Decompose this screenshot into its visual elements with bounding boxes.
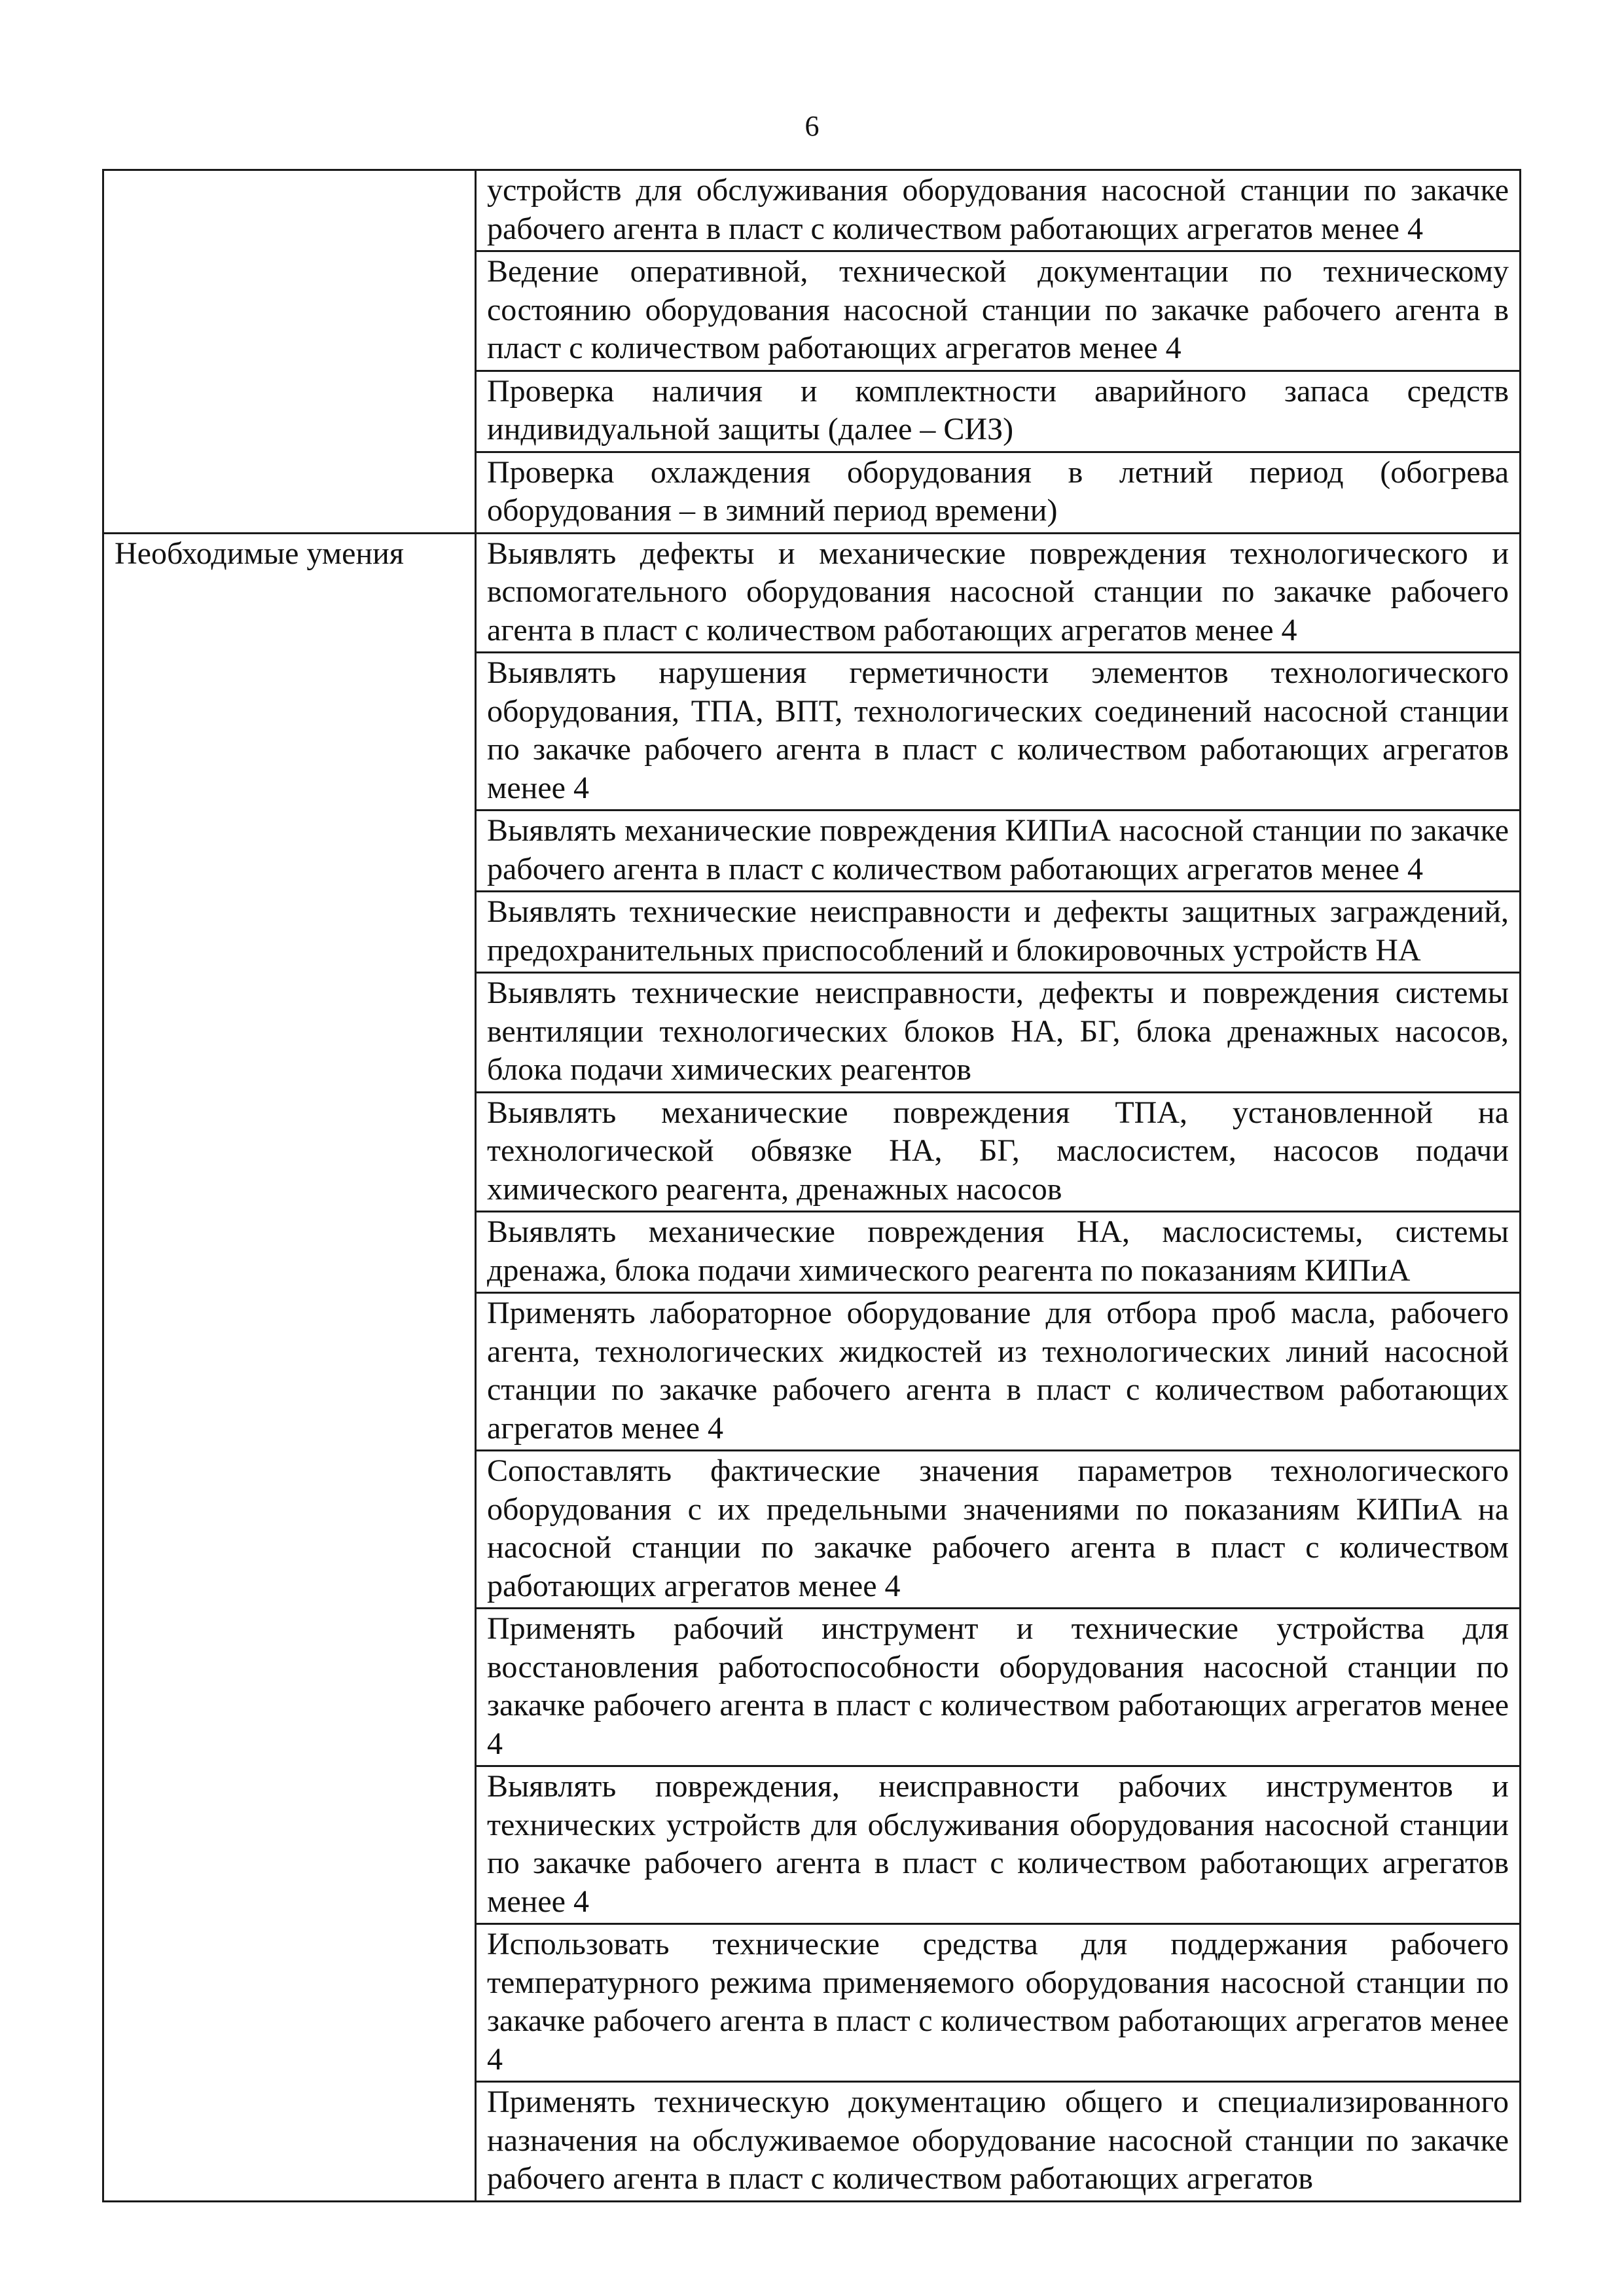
table-cell: Выявлять механические повреждения НА, маслосистемы, системы дренажа, блока подачи химического реагента по показаниям КИПиА (476, 1212, 1521, 1293)
table-cell: Ведение оперативной, технической документации по техническому состоянию оборудования насосной станции по закачке рабочего агента в пласт с количеством работающих агрегатов менее 4 (476, 251, 1521, 371)
page-number: 6 (804, 110, 820, 142)
table-cell: Выявлять технические неисправности, дефекты и повреждения системы вентиляции технологических блоков НА, БГ, блока дренажных насосов, блока подачи химических реагентов (476, 973, 1521, 1093)
table-cell: Применять рабочий инструмент и технические устройства для восстановления работоспособности оборудования насосной станции по закачке рабочего агента в пласт с количеством работающих агрегатов менее 4 (476, 1609, 1521, 1766)
table-cell: Выявлять механические повреждения КИПиА насосной станции по закачке рабочего агента в пласт с количеством работающих агрегатов менее 4 (476, 811, 1521, 892)
empty-label-cell (103, 170, 476, 534)
table-cell: Применять техническую документацию общего и специализированного назначения на обслуживаемое оборудование насосной станции по закачке рабочего агента в пласт с количеством работающих агрегатов (476, 2082, 1521, 2202)
table-cell: устройств для обслуживания оборудования насосной станции по закачке рабочего агента в пласт с количеством работающих агрегатов менее 4 (476, 170, 1521, 251)
table-cell: Выявлять механические повреждения ТПА, установленной на технологической обвязке НА, БГ, маслосистем, насосов подачи химического реагента, дренажных насосов (476, 1092, 1521, 1212)
table-cell: Сопоставлять фактические значения параметров технологического оборудования с их предельными значениями по показаниям КИПиА на насосной станции по закачке рабочего агента в пласт с количеством работающих агрегатов менее 4 (476, 1451, 1521, 1609)
table-cell: Выявлять повреждения, неисправности рабочих инструментов и технических устройств для обслуживания оборудования насосной станции по закачке рабочего агента в пласт с количеством работающих агрегатов менее 4 (476, 1766, 1521, 1924)
table-cell: Выявлять нарушения герметичности элементов технологического оборудования, ТПА, ВПТ, технологических соединений насосной станции по закачке рабочего агента в пласт с количеством работающих агрегатов менее 4 (476, 653, 1521, 811)
table-cell: Проверка наличия и комплектности аварийного запаса средств индивидуальной защиты (далее – СИЗ) (476, 371, 1521, 452)
qualification-table (102, 169, 1521, 2202)
table-cell: Применять лабораторное оборудование для отбора проб масла, рабочего агента, технологических жидкостей из технологических линий насосной станции по закачке рабочего агента в пласт с количеством работающих агрегатов менее 4 (476, 1293, 1521, 1451)
section-label-cell: Необходимые умения (103, 533, 476, 2201)
table-cell: Выявлять дефекты и механические повреждения технологического и вспомогательного оборудования насосной станции по закачке рабочего агента в пласт с количеством работающих агрегатов менее 4 (476, 533, 1521, 653)
table-row (103, 170, 1521, 251)
table-cell: Выявлять технические неисправности и дефекты защитных заграждений, предохранительных приспособлений и блокировочных устройств НА (476, 892, 1521, 973)
table-cell: Использовать технические средства для поддержания рабочего температурного режима применяемого оборудования насосной станции по закачке рабочего агента в пласт с количеством работающих агрегатов менее 4 (476, 1924, 1521, 2082)
table-cell: Проверка охлаждения оборудования в летний период (обогрева оборудования – в зимний период времени) (476, 452, 1521, 533)
table-row (103, 533, 1521, 653)
